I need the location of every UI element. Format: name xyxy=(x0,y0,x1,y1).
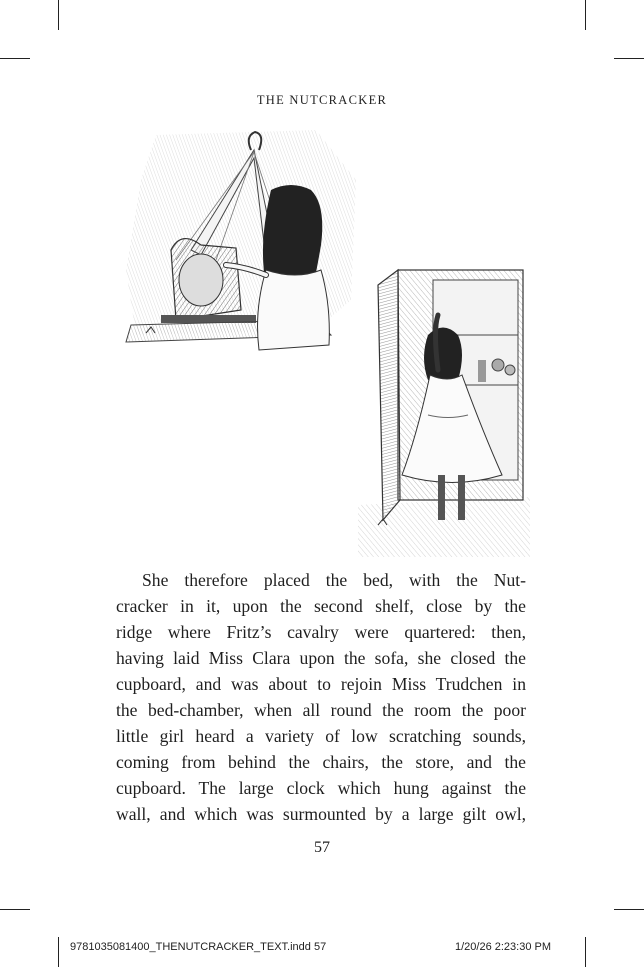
running-head: THE NUTCRACKER xyxy=(256,93,388,107)
text-line: having laid Miss Clara upon the sofa, she closed the xyxy=(116,648,526,668)
slug-filename: 9781035081400_THENUTCRACKER_TEXT.indd 57 xyxy=(70,941,327,953)
crop-mark xyxy=(585,937,586,967)
crop-mark xyxy=(585,0,586,30)
crop-mark xyxy=(614,909,644,910)
slug-timestamp: 1/20/26 2:23:30 PM xyxy=(455,941,552,953)
crop-mark xyxy=(58,0,59,30)
engraving-girl-at-glass-cupboard-icon xyxy=(358,265,530,557)
text-line: wall, and which was surmounted by a large gilt owl, xyxy=(116,804,526,824)
text-line: little girl heard a variety of low scratching sounds, xyxy=(116,726,526,746)
crop-mark xyxy=(58,937,59,967)
body-text xyxy=(116,567,526,827)
crop-mark xyxy=(0,58,30,59)
crop-mark xyxy=(0,909,30,910)
crop-mark xyxy=(614,58,644,59)
text-line: cracker in it, upon the second shelf, close by the xyxy=(116,596,526,616)
text-line: the bed-chamber, when all round the room the poor xyxy=(116,700,526,720)
page-number: 57 xyxy=(314,839,330,856)
text-line: cupboard, and was about to rejoin Miss Trudchen in xyxy=(116,674,526,694)
engraving-girl-at-cradle-icon xyxy=(116,120,378,355)
text-line: coming from behind the chairs, the store, and the xyxy=(116,752,526,772)
illustration-girl-making-doll-bed xyxy=(116,120,378,355)
illustration-girl-at-cupboard xyxy=(358,265,530,557)
text-line: She therefore placed the bed, with the Nut- xyxy=(142,570,526,590)
text-line: cupboard. The large clock which hung against the xyxy=(116,778,526,798)
text-line: ridge where Fritz’s cavalry were quartered: then, xyxy=(116,622,526,642)
